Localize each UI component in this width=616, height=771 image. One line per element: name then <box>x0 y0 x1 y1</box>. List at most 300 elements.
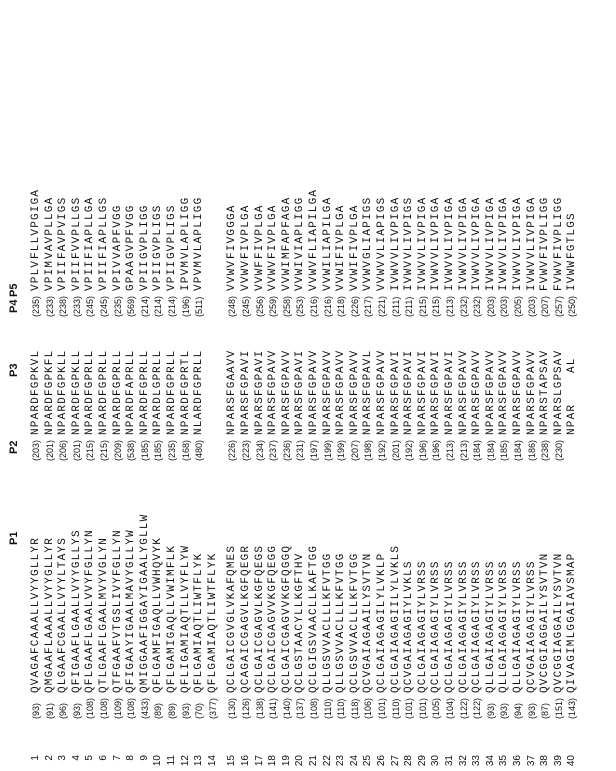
segment-p5: LIAPILGA <box>321 196 334 259</box>
segment-p4: VVWV <box>226 259 239 291</box>
segment-p5: VLIVPIGA <box>430 196 443 259</box>
sequence-row <box>403 19 416 719</box>
position-number: (101) <box>377 697 387 719</box>
position-number: (201) <box>390 439 401 461</box>
segment-p3: AVV <box>457 349 470 373</box>
position-number: (216) <box>309 295 319 317</box>
sequence-row <box>471 19 484 719</box>
sequence-row <box>226 19 239 719</box>
sequence-row <box>152 19 165 719</box>
header-p3: P3 <box>8 363 20 377</box>
row-number: 3 <box>57 755 69 761</box>
segment-p2: NPARDFGP <box>43 372 56 435</box>
position-number: (214) <box>167 295 177 317</box>
segment-p2: NPARSFGP <box>308 372 320 435</box>
sequence-row <box>390 19 403 719</box>
position-number: (87) <box>540 702 551 719</box>
segment-p3: AVV <box>348 349 361 373</box>
row-number: 15 <box>226 755 238 767</box>
segment-p5: VLIVPIGA <box>389 196 402 259</box>
position-number: (433) <box>139 697 150 719</box>
segment-p4: VVWV <box>267 259 280 291</box>
position-number: (96) <box>58 702 69 719</box>
position-number: (185) <box>139 439 150 461</box>
row-number: 21 <box>308 755 319 767</box>
segment-p1: QCVGAIAGAGIYLVKLS <box>403 560 416 693</box>
segment-p5: VIAPLIGG <box>294 196 307 259</box>
segment-p1: QVAGAFCAAALLVYYGLLYR <box>30 536 42 693</box>
position-number: (258) <box>281 295 292 317</box>
segment-p4: IVWV <box>525 259 538 291</box>
position-number: (207) <box>540 295 551 317</box>
segment-p4: VPII <box>70 259 83 291</box>
sequence-row <box>444 19 457 719</box>
segment-p4: VVWI <box>348 259 361 291</box>
segment-p2: NPARDFGP <box>179 372 192 435</box>
segment-p3: AL <box>566 357 579 373</box>
segment-p4: VPII <box>138 259 151 291</box>
sequence-row <box>112 19 125 719</box>
segment-p1: QFLGAAFLGAALVVYFGLLYN <box>84 529 97 693</box>
segment-p4: IVWV <box>416 259 429 291</box>
segment-p3: RLL <box>166 349 178 373</box>
segment-p1: QCLGAIAGAGILYLVKLP <box>376 552 388 693</box>
segment-p2: NPARSFGP <box>321 372 334 435</box>
segment-p4: VVWI <box>294 259 307 291</box>
row-number: 36 <box>512 755 523 767</box>
segment-p2: NPARSFGP <box>294 372 307 435</box>
position-number: (211) <box>404 296 415 317</box>
segment-p1: QCLGAIAGAGIILYLVKLS <box>389 544 402 693</box>
segment-p1: QCLGAIAGAGIYLVRSS <box>457 560 470 693</box>
segment-p5: FIVPLGA <box>348 204 361 259</box>
sequence-row <box>553 19 566 719</box>
position-number: (143) <box>567 697 578 719</box>
segment-p3: AVV <box>308 349 320 373</box>
segment-p5: FIVPLIGG <box>539 196 552 259</box>
segment-p4: VPII <box>98 259 110 291</box>
position-number: (196) <box>180 295 191 317</box>
segment-p2: NPARSFGP <box>484 372 497 435</box>
segment-p5: FIVPLGA <box>335 204 348 259</box>
position-number: (184) <box>513 439 523 461</box>
position-number: (91) <box>44 702 55 719</box>
position-number: (214) <box>153 295 164 317</box>
position-number: (93) <box>31 702 41 719</box>
segment-p3: AVI <box>253 349 266 373</box>
segment-p4: IVWV <box>444 259 456 291</box>
sequence-row <box>207 19 220 719</box>
segment-p4: IVWV <box>471 259 484 291</box>
segment-p4: VVWI <box>280 259 293 291</box>
position-number: (138) <box>254 697 265 719</box>
segment-p5: GVPLIGS <box>152 204 165 259</box>
position-number: (235) <box>31 295 41 317</box>
position-number: (192) <box>377 439 387 461</box>
row-number: 33 <box>471 755 483 767</box>
position-number: (89) <box>167 702 177 719</box>
sequence-row <box>267 19 280 719</box>
position-number: (230) <box>553 439 564 461</box>
segment-p3: AVV <box>267 349 280 373</box>
segment-p4: VVWI <box>321 259 334 291</box>
sequence-row <box>166 19 179 719</box>
position-number: (245) <box>99 295 109 317</box>
segment-p4: GPAA <box>125 259 138 291</box>
segment-p2: NPARSTAP <box>539 372 552 435</box>
segment-p1: QCLGAICGAGVVKGFQGGQ <box>280 544 293 693</box>
sequence-row <box>498 19 511 719</box>
segment-p5: FAVPVIGS <box>57 196 70 259</box>
segment-p3: AVV <box>512 349 524 373</box>
segment-p5: VLIVPIGA <box>512 196 524 259</box>
position-number: (569) <box>126 295 137 317</box>
segment-p1: QCLGAIAGAGIYLVRSS <box>416 560 429 693</box>
row-number: 25 <box>362 755 374 767</box>
segment-p5: FIVGGGA <box>226 204 239 259</box>
segment-p3: AVI <box>294 349 307 373</box>
segment-p3: AVV <box>280 349 293 373</box>
segment-p2: NLARDFGP <box>193 372 206 435</box>
position-number: (197) <box>309 439 319 461</box>
segment-p3: AVI <box>416 349 429 373</box>
sequence-row <box>254 19 267 719</box>
segment-p1: QFIGAAFLGAALLVYYGLLYS <box>70 529 83 693</box>
position-number: (377) <box>207 697 218 719</box>
position-number: (203) <box>31 439 41 461</box>
segment-p4: VPIV <box>111 259 124 291</box>
row-number: 13 <box>193 755 205 767</box>
position-number: (110) <box>322 698 333 719</box>
row-number: 6 <box>98 755 109 761</box>
position-number: (248) <box>227 295 238 317</box>
row-number: 14 <box>206 755 218 767</box>
position-number: (211) <box>390 296 401 317</box>
segment-p1: QCLGAIAGAGIYLVRSS <box>430 560 443 693</box>
segment-p1: QFIGAAYIGAALMAVYGLLYW <box>125 529 138 693</box>
sequence-row <box>512 19 525 719</box>
segment-p5: VLIVPIGA <box>471 196 484 259</box>
position-number: (110) <box>336 698 347 719</box>
segment-p5: FIVPLGA <box>253 204 266 259</box>
sequence-row <box>84 19 97 719</box>
position-number: (93) <box>499 702 510 719</box>
segment-p2: NPARSFGP <box>362 372 375 435</box>
segment-p1: QLLGAIAGAGIYLVRSS <box>512 560 524 693</box>
segment-p3: KLL <box>57 349 70 373</box>
segment-p1: QTFGAAFVTGSLIVYFGLLYN <box>111 529 124 693</box>
row-number: 12 <box>179 755 191 767</box>
segment-p3: AVV <box>376 349 388 373</box>
segment-p3: AVV <box>525 349 538 373</box>
segment-p3: AVV <box>321 349 334 373</box>
segment-p3: RTL <box>179 349 192 373</box>
segment-p5: FLIAPILGA <box>308 188 320 259</box>
row-number: 34 <box>484 755 496 767</box>
row-number: 19 <box>280 755 292 767</box>
position-number: (185) <box>499 439 510 461</box>
sequence-row <box>57 19 70 719</box>
segment-p3: SAV <box>539 349 552 373</box>
segment-p2: NPARDFAP <box>125 372 138 435</box>
row-number: 31 <box>444 755 455 767</box>
position-number: (184) <box>472 439 483 461</box>
position-number: (70) <box>194 702 205 719</box>
position-number: (94) <box>513 702 523 719</box>
position-number: (226) <box>227 439 238 461</box>
segment-p1: QCLGAIAGAGIYLVRSS <box>471 560 484 693</box>
segment-p1: QCLGAICGVGLVKAFQMES <box>226 544 239 693</box>
header-p1: P1 <box>8 531 20 545</box>
segment-p1: QCLGSTAACYLLKGFTHV <box>294 552 307 693</box>
position-number: (186) <box>526 439 537 461</box>
segment-p2: NPARDFGP <box>111 372 124 435</box>
position-number: (196) <box>431 439 442 461</box>
position-number: (232) <box>458 295 469 317</box>
position-number: (108) <box>126 697 137 719</box>
sequence-row <box>417 19 430 719</box>
position-number: (253) <box>295 295 306 317</box>
segment-p5: VLIVPIGA <box>444 196 456 259</box>
segment-p2: NPARSFGP <box>403 372 416 435</box>
segment-p4: IVWV <box>498 259 511 291</box>
segment-p5: MFAPFAGA <box>280 196 293 259</box>
position-number: (109) <box>112 697 123 719</box>
segment-p3: AVV <box>484 349 497 373</box>
sequence-row <box>71 19 84 719</box>
segment-p4: VPII <box>166 259 178 291</box>
segment-p4: IVWV <box>484 259 497 291</box>
segment-p3: SAV <box>552 349 565 373</box>
row-number: 23 <box>335 755 347 767</box>
position-number: (108) <box>309 697 319 719</box>
segment-p1: QLLGSVVACLLLKFVTGG <box>321 552 334 693</box>
segment-p5: FIVPLGA <box>267 204 280 259</box>
sequence-row <box>193 19 206 719</box>
segment-p1: QIVAGIMLGGAIAVSMAP <box>566 552 579 693</box>
segment-p4: VVWI <box>335 259 348 291</box>
segment-p5: FIAPLLGA <box>84 196 97 259</box>
segment-p2: NPAR <box>566 403 579 435</box>
position-number: (122) <box>472 697 483 719</box>
row-number: 2 <box>43 755 55 761</box>
sequence-row <box>539 19 552 719</box>
segment-p2: NPARSFGP <box>416 372 429 435</box>
sequence-row <box>335 19 348 719</box>
position-number: (198) <box>363 439 374 461</box>
segment-p2: NPARSFGP <box>512 372 524 435</box>
segment-p1: QVCGGIAGGAILYSVTVN <box>539 552 552 693</box>
row-number: 16 <box>240 755 251 767</box>
segment-p4: VVWV <box>308 259 320 291</box>
segment-p2: NPARSFGP <box>471 372 484 435</box>
position-number: (101) <box>417 697 428 719</box>
position-number: (214) <box>139 295 150 317</box>
row-number: 24 <box>348 755 360 767</box>
position-number: (216) <box>322 295 333 317</box>
position-number: (199) <box>322 439 333 461</box>
segment-p4: VVWV <box>376 259 388 291</box>
position-number: (238) <box>540 439 551 461</box>
position-number: (151) <box>553 697 564 719</box>
row-number: 7 <box>111 755 123 761</box>
segment-p3: AVV <box>335 349 348 373</box>
position-number: (168) <box>180 439 191 461</box>
sequence-row <box>349 19 362 719</box>
segment-p2: NPARDFGP <box>30 372 42 435</box>
position-number: (215) <box>85 439 96 461</box>
segment-p2: NPARSFGP <box>525 372 538 435</box>
segment-p4: FVWV <box>539 259 552 291</box>
segment-p2: NPARSFGA <box>226 372 239 435</box>
segment-p3: AVV <box>471 349 484 373</box>
position-number: (104) <box>445 697 455 719</box>
position-number: (231) <box>295 439 306 461</box>
position-number: (141) <box>268 697 279 719</box>
position-number: (106) <box>363 697 374 719</box>
segment-p3: AVI <box>389 349 402 373</box>
sequence-row <box>308 19 321 719</box>
position-number: (184) <box>485 439 496 461</box>
segment-p4: VPII <box>152 259 165 291</box>
position-number: (108) <box>99 697 109 719</box>
position-number: (110) <box>390 698 401 719</box>
segment-p1: QFLGAMIAQTLIWTFLYK <box>193 552 206 693</box>
position-number: (232) <box>472 295 483 317</box>
segment-p3: AVV <box>226 349 239 373</box>
segment-p2: NPARSFGP <box>430 372 443 435</box>
segment-p5: VAVPLLGA <box>43 196 56 259</box>
segment-p3: KFL <box>43 349 56 373</box>
header-p5: P5 <box>8 283 20 297</box>
segment-p5: FLLVPGIGA <box>30 188 42 259</box>
segment-p2: NPARDFGP <box>70 372 83 435</box>
segment-p1: QCLGSVVACLLLKFVTGG <box>348 552 361 693</box>
segment-p2: NPARSFGP <box>348 372 361 435</box>
row-number: 32 <box>457 755 469 767</box>
position-number: (203) <box>499 295 510 317</box>
segment-p1: QFLGAMIAQTLIWTFLYK <box>206 552 219 693</box>
segment-p3: AVI <box>403 349 416 373</box>
position-number: (203) <box>485 295 496 317</box>
segment-p5: FIVPLIGG <box>552 196 565 259</box>
segment-p4: VPVM <box>193 259 206 291</box>
position-number: (105) <box>431 697 442 719</box>
position-number: (213) <box>445 295 455 317</box>
position-number: (140) <box>281 697 292 719</box>
position-number: (223) <box>241 439 251 461</box>
segment-p1: QFLGAMFIGAQLLVWHQVYK <box>152 536 165 693</box>
sequence-row <box>98 19 111 719</box>
position-number: (215) <box>99 439 109 461</box>
segment-p4: IPVM <box>179 259 192 291</box>
segment-p5: FGTLGS <box>566 212 579 259</box>
position-number: (259) <box>268 295 279 317</box>
header-p4: P4 <box>8 299 20 313</box>
segment-p1: QFLIGAMIAQTLLVYFLYW <box>179 544 192 693</box>
position-number: (122) <box>458 697 469 719</box>
segment-p2: NPARSFGP <box>280 372 293 435</box>
segment-p5: VLIVPIGS <box>403 196 416 259</box>
position-number: (199) <box>336 439 347 461</box>
segment-p3: AVI <box>430 349 443 373</box>
position-number: (93) <box>180 702 191 719</box>
segment-p1: QMIGGAAFIGGAYIGAALYGLLW <box>138 513 151 693</box>
position-number: (205) <box>513 295 523 317</box>
segment-p2: NPARDFGP <box>166 372 178 435</box>
sequence-row <box>240 19 253 719</box>
segment-p4: VPII <box>84 259 97 291</box>
position-number: (245) <box>241 295 251 317</box>
segment-p1: QCLGAIAGAGIYLVRSS <box>444 560 456 693</box>
position-number: (206) <box>58 439 69 461</box>
row-number: 9 <box>138 755 150 761</box>
segment-p2: NPARSFGP <box>444 372 456 435</box>
row-number: 1 <box>30 755 41 761</box>
segment-p2: NPARSLGP <box>552 372 565 435</box>
segment-p3: RLL <box>111 349 124 373</box>
sequence-row <box>322 19 335 719</box>
sequence-row <box>458 19 471 719</box>
segment-p2: NPARSFGP <box>253 372 266 435</box>
segment-p1: QLGAAFCGAALLVYYLTAYS <box>57 536 70 693</box>
position-number: (215) <box>431 295 442 317</box>
row-number: 11 <box>166 755 177 766</box>
segment-p1: QLLGAIAGAGIYLVRSS <box>484 560 497 693</box>
position-number: (201) <box>44 439 55 461</box>
position-number: (213) <box>458 439 469 461</box>
sequence-row <box>180 19 193 719</box>
position-number: (218) <box>336 295 347 317</box>
segment-p1: QFLGAMIGAQLLVWIMFLK <box>166 544 178 693</box>
segment-p3: RLL <box>138 349 151 373</box>
row-number: 30 <box>430 755 442 767</box>
sequence-row <box>44 19 57 719</box>
segment-p2: NPARSFGP <box>389 372 402 435</box>
position-number: (108) <box>85 697 96 719</box>
row-number: 28 <box>403 755 415 767</box>
position-number: (126) <box>241 697 251 719</box>
segment-p5: VLIVPIGA <box>416 196 429 259</box>
segment-p4: IVWV <box>389 259 402 291</box>
segment-p3: AVL <box>362 349 375 373</box>
segment-p2: NPARSFGP <box>498 372 511 435</box>
segment-p5: VLIVPIGA <box>525 196 538 259</box>
position-number: (118) <box>349 698 360 719</box>
header-p2: P2 <box>8 440 20 454</box>
segment-p5: VLIAPIGS <box>376 196 388 259</box>
segment-p1: QCVGAIAGAGIYLVRSS <box>525 560 538 693</box>
segment-p3: RLL <box>98 349 110 373</box>
position-number: (233) <box>71 295 82 317</box>
segment-p4: IVWV <box>430 259 443 291</box>
sequence-row <box>294 19 307 719</box>
position-number: (93) <box>71 702 82 719</box>
position-number: (196) <box>417 439 428 461</box>
sequence-row <box>526 19 539 719</box>
segment-p1: QLLGAIAGAGIYLVRSS <box>498 560 511 693</box>
segment-p5: GVPLIGG <box>138 204 151 259</box>
segment-p2: NPARDFGP <box>57 372 70 435</box>
segment-p1: QCVGAIAGAAILYSVTVN <box>362 552 375 693</box>
row-number: 29 <box>416 755 428 767</box>
position-number: (213) <box>445 439 455 461</box>
segment-p2: NPARDLGP <box>152 372 165 435</box>
position-number: (236) <box>281 439 292 461</box>
position-number: (235) <box>112 295 123 317</box>
row-number: 35 <box>498 755 510 767</box>
position-number: (238) <box>58 295 69 317</box>
